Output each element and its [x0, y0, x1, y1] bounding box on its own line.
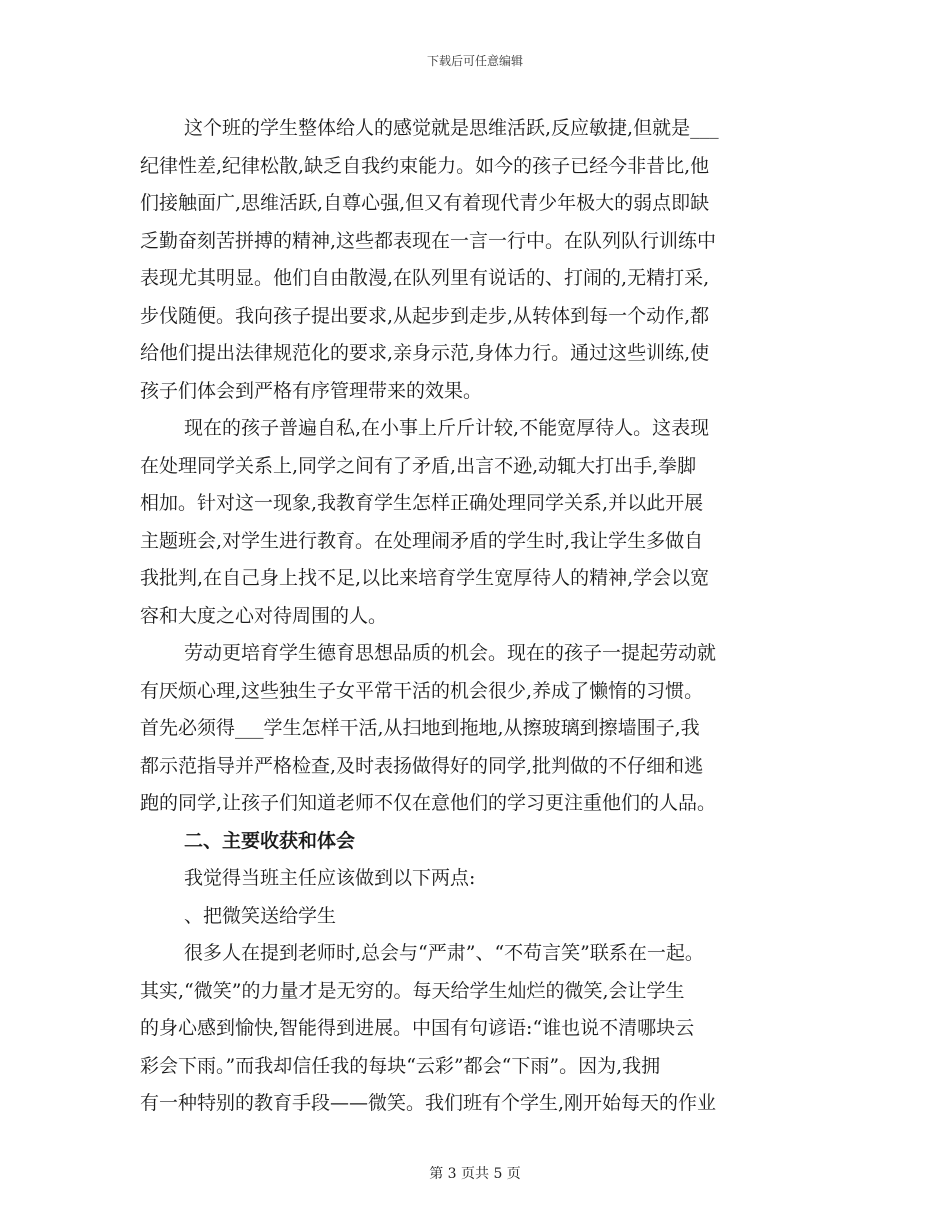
paragraph-line: 有厌烦心理,这些独生子女平常干活的机会很少,养成了懒惰的习惯。: [140, 679, 704, 702]
paragraph-line: 这个班的学生整体给人的感觉就是思维活跃,反应敏捷,但就是___: [184, 117, 719, 139]
paragraph-line: 劳动更培育学生德育思想品质的机会。现在的孩子一提起劳动就: [184, 642, 717, 664]
section-heading: 二、主要收获和体会: [184, 829, 356, 852]
paragraph-line: 给他们提出法律规范化的要求,亲身示范,身体力行。通过这些训练,使: [140, 342, 710, 364]
paragraph-line: 都示范指导并严格检查,及时表扬做得好的同学,批判做的不仔细和逃: [140, 754, 704, 777]
paragraph-line: 们接触面广,思维活跃,自尊心强,但又有着现代青少年极大的弱点即缺: [140, 192, 710, 214]
paragraph-line: 相加。针对这一现象,我教育学生怎样正确处理同学关系,并以此开展: [140, 492, 704, 514]
paragraph-line: 主题班会,对学生进行教育。在处理闹矛盾的学生时,我让学生多做自: [140, 529, 704, 552]
page-header: 下载后可任意编辑: [426, 54, 523, 68]
paragraph-line: 的身心感到愉快,智能得到进展。中国有句谚语:“谁也说不清哪块云: [140, 1017, 695, 1039]
paragraph-line: 乏勤奋刻苦拼搏的精神,这些都表现在一言一行中。在队列队行训练中: [140, 229, 717, 252]
paragraph-line: 步伐随便。我向孩子提出要求,从起步到走步,从转体到每一个动作,都: [140, 304, 710, 327]
document-body: [140, 110, 820, 1123]
paragraph-line: 表现尤其明显。他们自由散漫,在队列里有说话的、打闹的,无精打采,: [140, 267, 710, 289]
paragraph-line: 我批判,在自己身上找不足,以比来培育学生宽厚待人的精神,学会以宽: [140, 567, 710, 589]
paragraph-line: 容和大度之心对待周围的人。: [140, 604, 388, 627]
paragraph-line: 我觉得当班主任应该做到以下两点:: [184, 867, 476, 889]
paragraph-line: 跑的同学,让孩子们知道老师不仅在意他们的学习更注重他们的人品。: [140, 792, 717, 814]
paragraph-line: 有一种特别的教育手段——微笑。我们班有个学生,刚开始每天的作业: [140, 1092, 717, 1114]
paragraph-line: 彩会下雨。”而我却信任我的每块“云彩”都会“下雨”。因为,我拥: [140, 1054, 661, 1077]
page-footer: 第 3 页共 5 页: [429, 1166, 521, 1182]
paragraph-line: 、把微笑送给学生: [184, 904, 337, 927]
paragraph-line: 很多人在提到老师时,总会与“严肃”、“不苟言笑”联系在一起。: [184, 942, 704, 964]
paragraph-line: 在处理同学关系上,同学之间有了矛盾,出言不逊,动辄大打出手,拳脚: [140, 454, 697, 477]
paragraph-line: 其实,“微笑”的力量才是无穷的。每天给学生灿烂的微笑,会让学生: [140, 979, 685, 1002]
paragraph-line: 现在的孩子普遍自私,在小事上斤斤计较,不能宽厚待人。这表现: [184, 417, 710, 439]
paragraph-line: 孩子们体会到严格有序管理带来的效果。: [140, 379, 483, 402]
paragraph-line: 首先必须得___学生怎样干活,从扫地到拖地,从擦玻璃到擦墙围子,我: [140, 717, 700, 739]
paragraph-line: 纪律性差,纪律松散,缺乏自我约束能力。如今的孩子已经今非昔比,他: [140, 154, 710, 177]
